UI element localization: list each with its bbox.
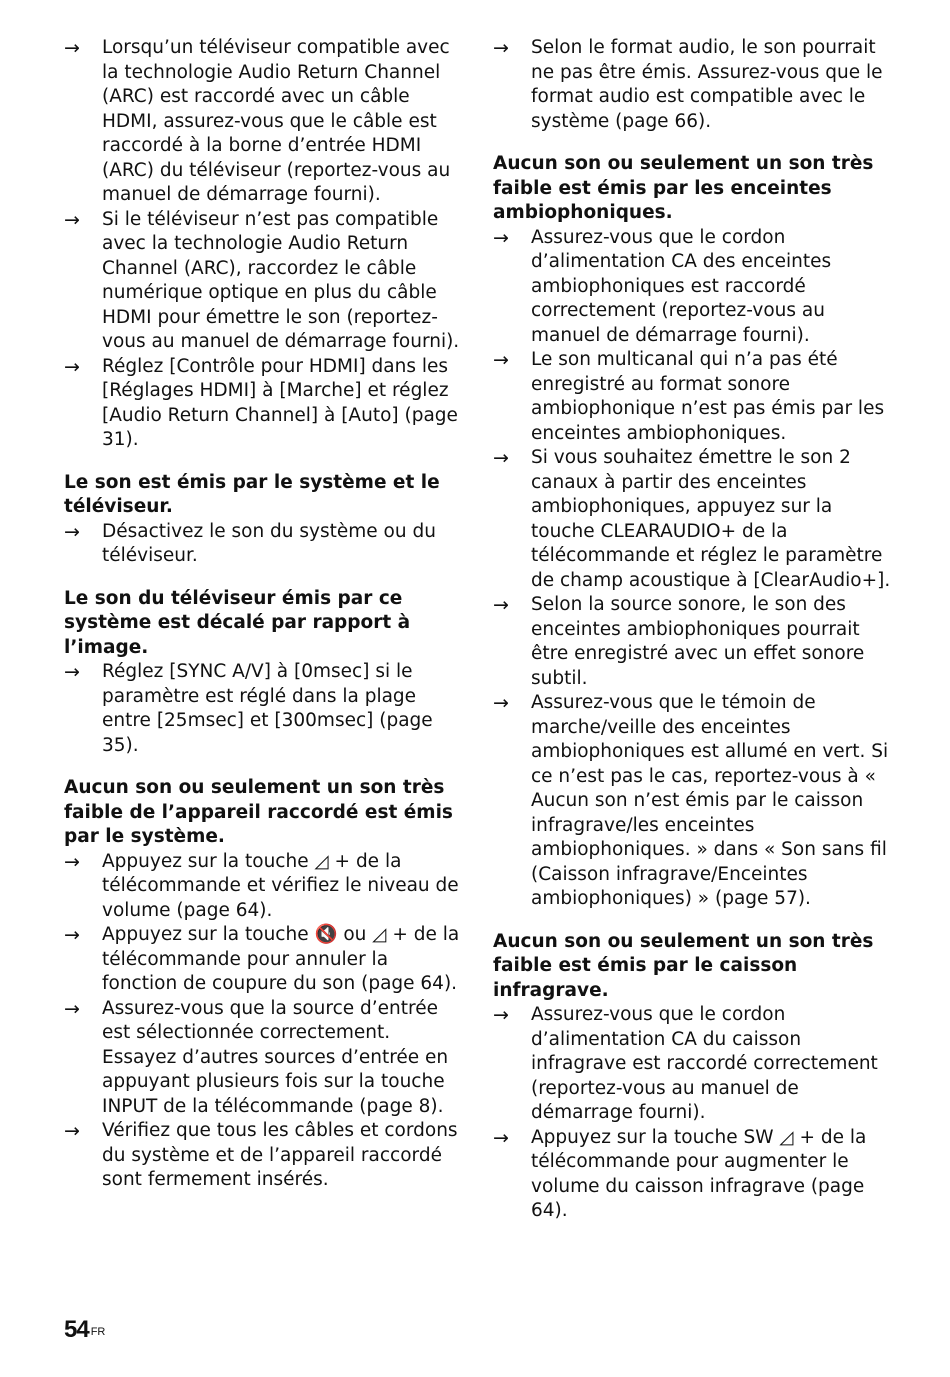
section-heading: Le son est émis par le système et le téléviseur.: [64, 471, 440, 517]
list-item: → Réglez [SYNC A/V] à [0msec] si le paramètre est réglé dans la plage entre [25msec] et [300msec] (page 35).: [64, 661, 433, 756]
list-item: → Selon le format audio, le son pourrait ne pas être émis. Assurez-vous que le format audio est compatible avec le système (page 66).: [493, 37, 883, 132]
section-system-and-tv: [64, 471, 464, 569]
section-heading: Aucun son ou seulement un son très faible est émis par les enceintes ambiophoniques.: [493, 153, 874, 223]
section-subwoofer: [493, 930, 893, 1224]
list-item: → Lorsqu’un téléviseur compatible avec la technologie Audio Return Channel (ARC) est raccordé avec un câble HDMI, assurez-vous que le câble est raccordé à la borne d’entrée HDMI (ARC) du téléviseur (reportez-vous au manuel de démarrage fourni).: [64, 37, 451, 205]
arrow-icon: →: [493, 1126, 509, 1149]
arrow-icon: →: [64, 924, 80, 946]
list-item: → Vérifiez que tous les câbles et cordons du système et de l’appareil raccordé sont fermement insérés.: [64, 1120, 458, 1190]
list-item: → Selon la source sonore, le son des enceintes ambiophoniques pourrait être enregistré avec un effet sonore subtil.: [493, 594, 865, 689]
arrow-icon: →: [64, 1120, 80, 1142]
arrow-icon: →: [64, 520, 80, 543]
arrow-icon: →: [493, 447, 509, 469]
list-item: → Assurez-vous que le témoin de marche/veille des enceintes ambiophoniques est allumé en vert. Si ce n’est pas le cas, reportez-vous à « Aucun son n’est émis par le caisson infragrave/les enceintes ambiophoniques. » dans « Son sans fil (Caisson infragrave/Enceintes ambiophoniques) » (page 57).: [493, 692, 889, 909]
list-item: → Assurez-vous que la source d’entrée est sélectionnée correctement. Essayez d’autres sources d’entrée en appuyant plusieurs fois sur la touche INPUT de la télécommande (page 8).: [64, 997, 449, 1117]
arrow-icon: →: [493, 226, 509, 249]
list-item: → Assurez-vous que le cordon d’alimentation CA du caisson infragrave est raccordé correctement (reportez-vous au manuel de démarrage fourni).: [493, 1004, 878, 1123]
list-item: → Si le téléviseur n’est pas compatible avec la technologie Audio Return Channel (ARC), raccordez le câble numérique optique en plus du câble HDMI pour émettre le son (reportez-vous au manuel de démarrage fourni).: [64, 208, 460, 352]
list-item: → Appuyez sur la touche ◿ + de la télécommande et vérifiez le niveau de volume (page 64).: [64, 850, 459, 921]
list-item: → Réglez [Contrôle pour HDMI] dans les [Réglages HDMI] à [Marche] et réglez [Audio Return Channel] à [Auto] (page 31).: [64, 355, 458, 450]
section-av-sync: [64, 587, 464, 759]
arrow-icon: →: [493, 349, 509, 371]
list-item: → Si vous souhaitez émettre le son 2 canaux à partir des enceintes ambiophoniques, appuyez sur la touche CLEARAUDIO+ de la télécommande et réglez le paramètre de champ acoustique à [ClearAudio+].: [493, 447, 891, 591]
list-item: → Désactivez le son du système ou du téléviseur.: [64, 520, 436, 566]
list-item: → Le son multicanal qui n’a pas été enregistré au format sonore ambiophonique n’est pas émis par les enceintes ambiophoniques.: [493, 349, 885, 444]
arrow-icon: →: [493, 692, 509, 714]
arrow-icon: →: [64, 661, 80, 683]
section-audio-format: [493, 36, 893, 134]
arrow-icon: →: [64, 850, 80, 873]
arrow-icon: →: [64, 208, 80, 231]
section-heading: Aucun son ou seulement un son très faible de l’appareil raccordé est émis par le système.: [64, 777, 453, 847]
arrow-icon: →: [64, 37, 80, 59]
section-heading: Le son du téléviseur émis par ce système est décalé par rapport à l’image.: [64, 587, 411, 658]
arrow-icon: →: [64, 355, 80, 378]
list-item: → Appuyez sur la touche 🔇 ou ◿ + de la télécommande pour annuler la fonction de coupure du son (page 64).: [64, 924, 460, 994]
section-surround-speakers: [493, 152, 893, 912]
page-number: 54 $^{FR}$: [64, 1316, 106, 1343]
list-item: → Appuyez sur la touche SW ◿ + de la télécommande pour augmenter le volume du caisson infragrave (page 64).: [493, 1126, 867, 1221]
arrow-icon: →: [64, 997, 80, 1020]
arrow-icon: →: [493, 37, 509, 59]
arrow-icon: →: [493, 594, 509, 616]
right-column: [493, 36, 893, 1242]
list-item: → Assurez-vous que le cordon d’alimentation CA des enceintes ambiophoniques est raccordé correctement (reportez-vous au manuel de démarrage fourni).: [493, 226, 832, 346]
section-connected-device: [64, 776, 464, 1193]
left-column: [64, 36, 464, 1211]
page-language-code: FR: [90, 1326, 106, 1338]
section-arc: [64, 36, 464, 453]
arrow-icon: →: [493, 1004, 509, 1026]
section-heading: Aucun son ou seulement un son très faible est émis par le caisson infragrave.: [493, 930, 874, 1001]
